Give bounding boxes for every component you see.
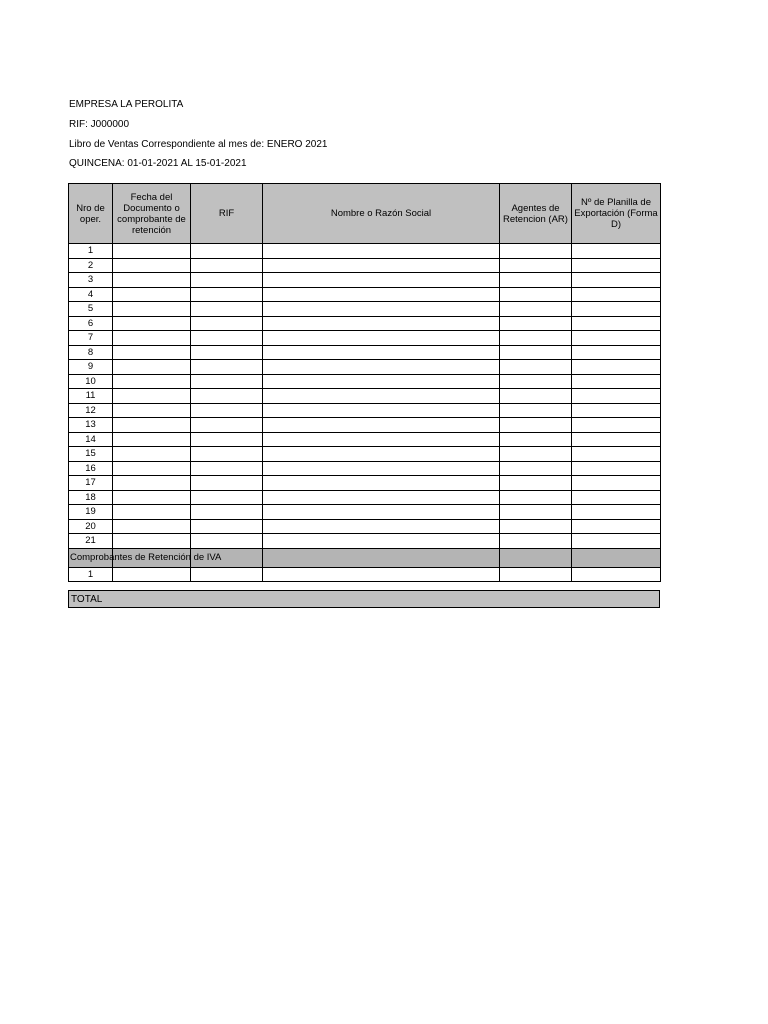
fecha-cell[interactable]: [113, 461, 191, 476]
fecha-cell[interactable]: [113, 345, 191, 360]
razon-social-cell[interactable]: [263, 345, 500, 360]
table-row: [69, 519, 661, 534]
col-header-fecha-documento: Fecha del Documento o comprobante de retención: [113, 184, 191, 244]
rif-cell[interactable]: [191, 360, 263, 375]
fecha-cell[interactable]: [113, 374, 191, 389]
rif-cell[interactable]: [191, 287, 263, 302]
rif-cell[interactable]: [191, 505, 263, 520]
agentes-cell[interactable]: [500, 273, 572, 288]
table-body: [69, 244, 661, 582]
agentes-cell[interactable]: [500, 403, 572, 418]
rif-cell[interactable]: [191, 258, 263, 273]
fecha-cell[interactable]: [113, 432, 191, 447]
table-row: [69, 258, 661, 273]
total-row: TOTAL: [68, 590, 660, 608]
fecha-cell[interactable]: [113, 505, 191, 520]
fecha-cell[interactable]: [113, 447, 191, 462]
planilla-cell[interactable]: [572, 287, 661, 302]
row-number-cell: 10: [69, 374, 113, 389]
planilla-cell[interactable]: [572, 374, 661, 389]
col-header-razon-social: Nombre o Razón Social: [263, 184, 500, 244]
rif-cell[interactable]: [191, 374, 263, 389]
row-number-cell: 16: [69, 461, 113, 476]
section-row-comprobantes: [69, 548, 661, 567]
fecha-cell[interactable]: [113, 389, 191, 404]
row-number-cell: 7: [69, 331, 113, 346]
planilla-cell[interactable]: [572, 432, 661, 447]
col-header-agentes-retencion: Agentes de Retencion (AR): [500, 184, 572, 244]
col-header-planilla-exportacion: Nº de Planilla de Exportación (Forma D): [572, 184, 661, 244]
agentes-cell[interactable]: [500, 461, 572, 476]
row-number-cell: 8: [69, 345, 113, 360]
section-label-cell: [69, 548, 222, 567]
table-header-row: [69, 184, 661, 244]
fecha-cell[interactable]: [113, 331, 191, 346]
planilla-cell[interactable]: [572, 360, 661, 375]
razon-social-cell[interactable]: [263, 273, 500, 288]
table-row: [69, 476, 661, 491]
row-number-cell: 14: [69, 432, 113, 447]
rif-cell[interactable]: [191, 345, 263, 360]
razon-social-cell[interactable]: [263, 432, 500, 447]
row-number-cell: 1: [69, 244, 113, 259]
planilla-cell[interactable]: [572, 461, 661, 476]
agentes-cell[interactable]: [500, 389, 572, 404]
razon-social-cell[interactable]: [263, 447, 500, 462]
fecha-cell[interactable]: [113, 287, 191, 302]
row-number-cell: 1: [69, 567, 113, 582]
razon-social-cell[interactable]: [263, 505, 500, 520]
planilla-cell[interactable]: [572, 476, 661, 491]
row-number-cell: 9: [69, 360, 113, 375]
razon-social-cell[interactable]: [263, 490, 500, 505]
rif-cell[interactable]: [191, 534, 263, 549]
table-row: [69, 287, 661, 302]
razon-social-cell[interactable]: [263, 567, 500, 582]
row-number-cell: 13: [69, 418, 113, 433]
company-rif: RIF: J000000: [69, 119, 130, 130]
col-header-rif: RIF: [191, 184, 263, 244]
section-label: Comprobantes de Retención de IVA: [70, 551, 222, 563]
agentes-cell[interactable]: [500, 360, 572, 375]
table-row: [69, 360, 661, 375]
table-row: [69, 403, 661, 418]
period-range: QUINCENA: 01-01-2021 AL 15-01-2021: [69, 158, 247, 169]
fecha-cell[interactable]: [113, 403, 191, 418]
table-row: [69, 273, 661, 288]
table-row: [69, 316, 661, 331]
table-row: [69, 331, 661, 346]
sales-ledger-table: [68, 183, 661, 582]
planilla-cell[interactable]: [572, 418, 661, 433]
table-row: [69, 389, 661, 404]
planilla-cell[interactable]: [572, 519, 661, 534]
row-number-cell: 4: [69, 287, 113, 302]
agentes-cell[interactable]: [500, 302, 572, 317]
row-number-cell: 5: [69, 302, 113, 317]
rif-cell[interactable]: [191, 447, 263, 462]
rif-cell[interactable]: [191, 567, 263, 582]
row-number-cell: 12: [69, 403, 113, 418]
planilla-cell[interactable]: [572, 302, 661, 317]
table-row: [69, 432, 661, 447]
row-number-cell: 2: [69, 258, 113, 273]
razon-social-cell[interactable]: [263, 244, 500, 259]
section-cell: [263, 548, 500, 567]
row-number-cell: 11: [69, 389, 113, 404]
rif-cell[interactable]: [191, 316, 263, 331]
razon-social-cell[interactable]: [263, 461, 500, 476]
rif-cell[interactable]: [191, 273, 263, 288]
planilla-cell[interactable]: [572, 403, 661, 418]
agentes-cell[interactable]: [500, 432, 572, 447]
agentes-cell[interactable]: [500, 244, 572, 259]
planilla-cell[interactable]: [572, 505, 661, 520]
agentes-cell[interactable]: [500, 476, 572, 491]
planilla-cell[interactable]: [572, 389, 661, 404]
agentes-cell[interactable]: [500, 345, 572, 360]
agentes-cell[interactable]: [500, 374, 572, 389]
table-row: [69, 534, 661, 549]
agentes-cell[interactable]: [500, 258, 572, 273]
razon-social-cell[interactable]: [263, 287, 500, 302]
rif-cell[interactable]: [191, 519, 263, 534]
planilla-cell[interactable]: [572, 331, 661, 346]
razon-social-cell[interactable]: [263, 476, 500, 491]
fecha-cell[interactable]: [113, 490, 191, 505]
rif-cell[interactable]: [191, 302, 263, 317]
rif-cell[interactable]: [191, 418, 263, 433]
rif-cell[interactable]: [191, 476, 263, 491]
retention-row: [69, 567, 661, 582]
planilla-cell[interactable]: [572, 316, 661, 331]
table-row: [69, 302, 661, 317]
agentes-cell[interactable]: [500, 567, 572, 582]
row-number-cell: 17: [69, 476, 113, 491]
planilla-cell[interactable]: [572, 273, 661, 288]
rif-cell[interactable]: [191, 432, 263, 447]
fecha-cell[interactable]: [113, 244, 191, 259]
table-row: [69, 461, 661, 476]
row-number-cell: 19: [69, 505, 113, 520]
razon-social-cell[interactable]: [263, 302, 500, 317]
agentes-cell[interactable]: [500, 519, 572, 534]
razon-social-cell[interactable]: [263, 374, 500, 389]
rif-cell[interactable]: [191, 389, 263, 404]
razon-social-cell[interactable]: [263, 258, 500, 273]
fecha-cell[interactable]: [113, 258, 191, 273]
row-number-cell: 15: [69, 447, 113, 462]
razon-social-cell[interactable]: [263, 418, 500, 433]
row-number-cell: 21: [69, 534, 113, 549]
agentes-cell[interactable]: [500, 490, 572, 505]
razon-social-cell[interactable]: [263, 389, 500, 404]
razon-social-cell[interactable]: [263, 519, 500, 534]
fecha-cell[interactable]: [113, 418, 191, 433]
row-number-cell: 20: [69, 519, 113, 534]
rif-cell[interactable]: [191, 461, 263, 476]
fecha-cell[interactable]: [113, 519, 191, 534]
razon-social-cell[interactable]: [263, 316, 500, 331]
agentes-cell[interactable]: [500, 331, 572, 346]
fecha-cell[interactable]: [113, 273, 191, 288]
planilla-cell[interactable]: [572, 447, 661, 462]
section-cell: [572, 548, 661, 567]
agentes-cell[interactable]: [500, 534, 572, 549]
planilla-cell[interactable]: [572, 534, 661, 549]
razon-social-cell[interactable]: [263, 331, 500, 346]
rif-cell[interactable]: [191, 403, 263, 418]
company-name: EMPRESA LA PEROLITA: [69, 99, 184, 110]
fecha-cell[interactable]: [113, 360, 191, 375]
planilla-cell[interactable]: [572, 244, 661, 259]
agentes-cell[interactable]: [500, 418, 572, 433]
table-row: [69, 345, 661, 360]
fecha-cell[interactable]: [113, 476, 191, 491]
row-number-cell: 6: [69, 316, 113, 331]
razon-social-cell[interactable]: [263, 534, 500, 549]
table-row: [69, 490, 661, 505]
rif-cell[interactable]: [191, 331, 263, 346]
rif-cell[interactable]: [191, 490, 263, 505]
razon-social-cell[interactable]: [263, 403, 500, 418]
planilla-cell[interactable]: [572, 258, 661, 273]
table-row: [69, 244, 661, 259]
agentes-cell[interactable]: [500, 287, 572, 302]
table-row: [69, 447, 661, 462]
book-title: Libro de Ventas Correspondiente al mes de: ENERO 2021: [69, 139, 328, 150]
planilla-cell[interactable]: [572, 567, 661, 582]
section-cell: [500, 548, 572, 567]
planilla-cell[interactable]: [572, 490, 661, 505]
table-row: [69, 374, 661, 389]
rif-cell[interactable]: [191, 244, 263, 259]
row-number-cell: 3: [69, 273, 113, 288]
agentes-cell[interactable]: [500, 505, 572, 520]
fecha-cell[interactable]: [113, 316, 191, 331]
agentes-cell[interactable]: [500, 316, 572, 331]
row-number-cell: 18: [69, 490, 113, 505]
agentes-cell[interactable]: [500, 447, 572, 462]
fecha-cell[interactable]: [113, 534, 191, 549]
fecha-cell[interactable]: [113, 567, 191, 582]
table-row: [69, 505, 661, 520]
col-header-nro-oper: Nro de oper.: [69, 184, 113, 244]
razon-social-cell[interactable]: [263, 360, 500, 375]
planilla-cell[interactable]: [572, 345, 661, 360]
table-row: [69, 418, 661, 433]
fecha-cell[interactable]: [113, 302, 191, 317]
